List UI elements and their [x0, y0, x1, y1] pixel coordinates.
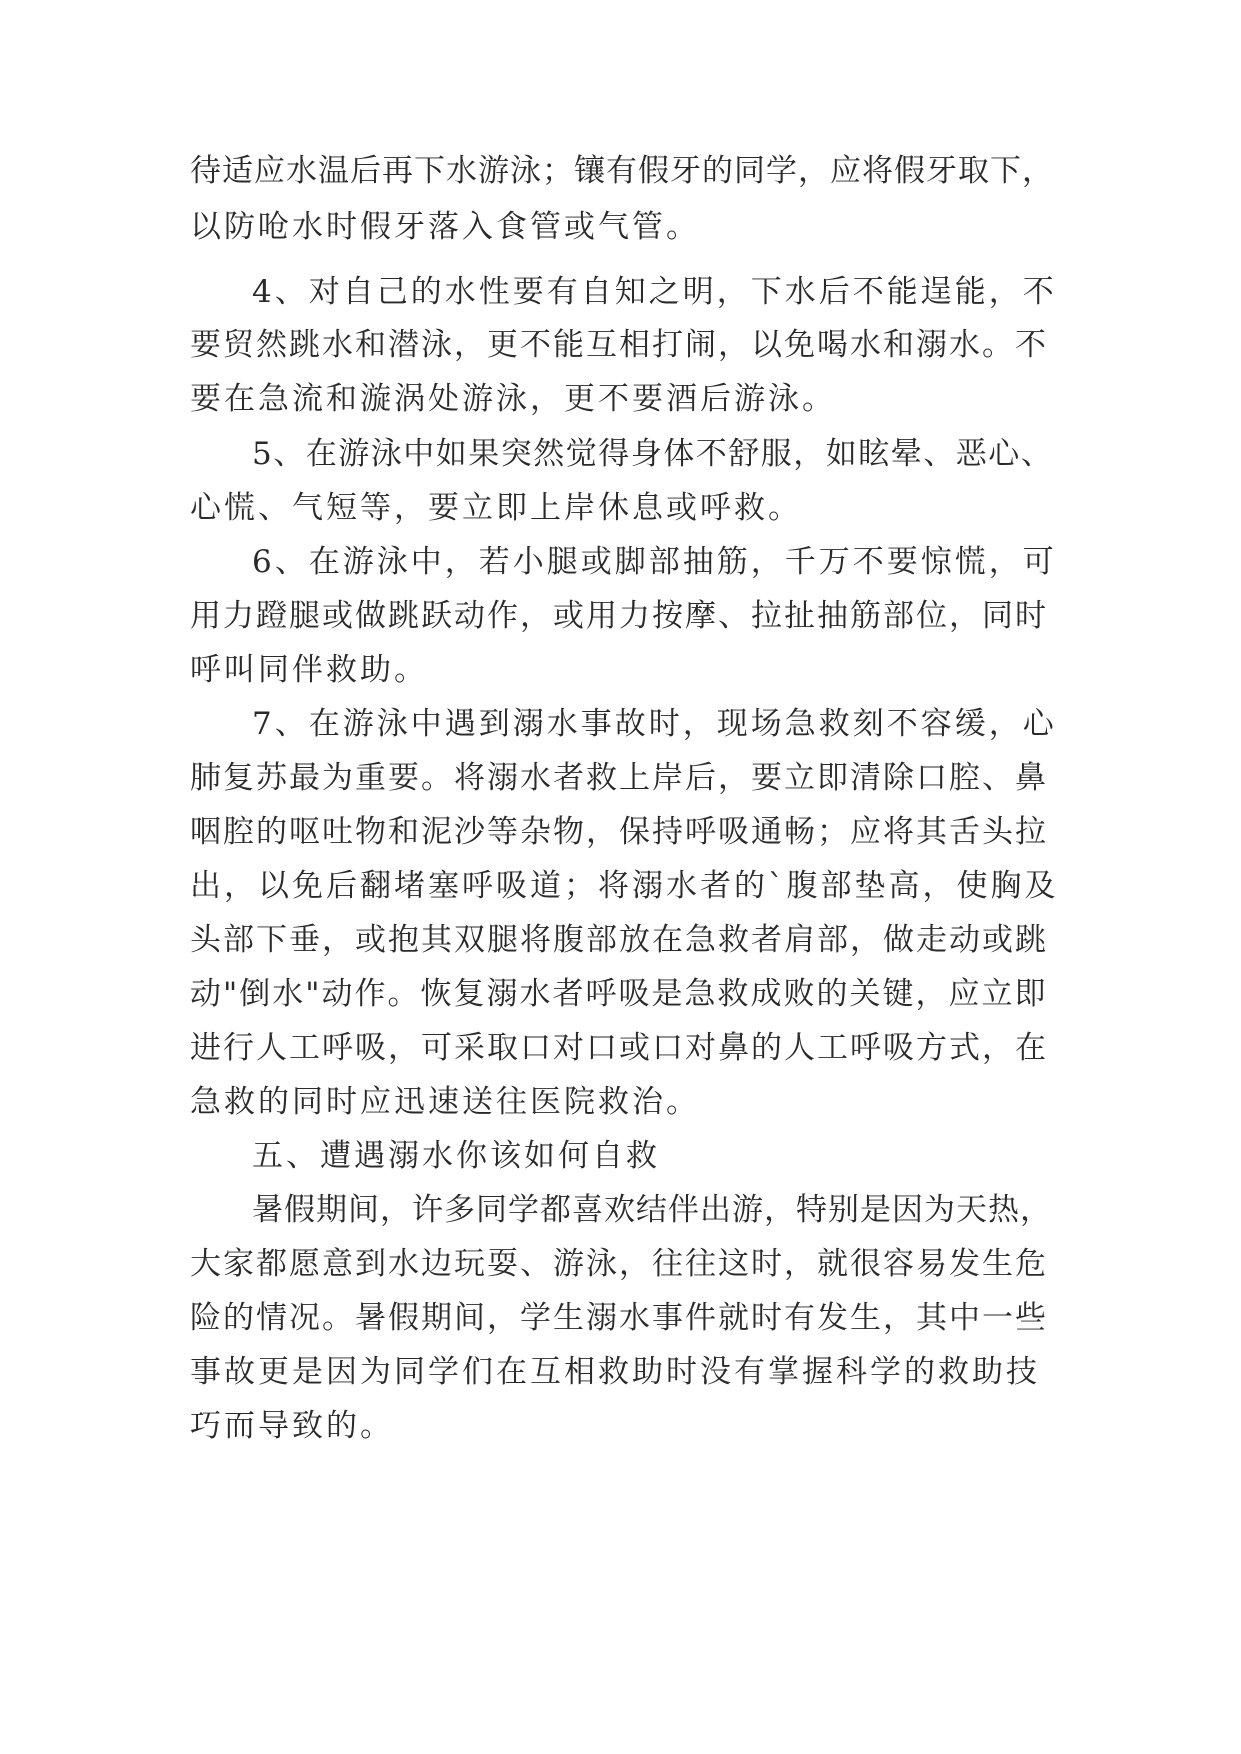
text-line: 进行人工呼吸，可采取口对口或口对鼻的人工呼吸方式，在 — [190, 1030, 1048, 1066]
text-line: 咽腔的呕吐物和泥沙等杂物，保持呼吸通畅；应将其舌头拉 — [190, 814, 1048, 850]
text-line: 以防呛水时假牙落入食管或气管。 — [190, 209, 700, 245]
text-line: 待适应水温后再下水游泳；镶有假牙的同学，应将假牙取下， — [190, 153, 1054, 189]
text-line: 头部下垂，或抱其双腿将腹部放在急救者肩部，做走动或跳 — [190, 922, 1048, 958]
text-line: 急救的同时应迅速送往医院救治。 — [190, 1084, 700, 1120]
text-line: 巧而导致的。 — [190, 1408, 394, 1444]
text-line: 大家都愿意到水边玩耍、游泳，往往这时，就很容易发生危 — [190, 1246, 1048, 1282]
text-line: 要在急流和漩涡处游泳，更不要酒后游泳。 — [190, 381, 836, 417]
paragraph-start-line: 4、对自己的水性要有自知之明，下水后不能逞能，不 — [252, 274, 1057, 310]
text-line: 险的情况。暑假期间，学生溺水事件就时有发生，其中一些 — [190, 1300, 1048, 1336]
text-line: 事故更是因为同学们在互相救助时没有掌握科学的救助技 — [190, 1354, 1040, 1390]
text-line: 肺复苏最为重要。将溺水者救上岸后，要立即清除口腔、鼻 — [190, 760, 1048, 796]
text-line: 出，以免后翻堵塞呼吸道；将溺水者的`腹部垫高，使胸及 — [190, 868, 1059, 904]
paragraph-start-line: 5、在游泳中如果突然觉得身体不舒服，如眩晕、恶心、 — [252, 436, 1054, 472]
text-line: 用力蹬腿或做跳跃动作，或用力按摩、拉扯抽筋部位，同时 — [190, 598, 1048, 634]
text-line: 动"倒水"动作。恢复溺水者呼吸是急救成败的关键，应立即 — [190, 976, 1048, 1012]
paragraph-start-line: 7、在游泳中遇到溺水事故时，现场急救刻不容缓，心 — [252, 706, 1057, 742]
text-line: 要贸然跳水和潜泳，更不能互相打闹，以免喝水和溺水。不 — [190, 327, 1048, 363]
paragraph-start-line: 6、在游泳中，若小腿或脚部抽筋，千万不要惊慌，可 — [252, 544, 1057, 580]
section-heading: 五、遭遇溺水你该如何自救 — [252, 1138, 660, 1174]
text-line: 心慌、气短等，要立即上岸休息或呼救。 — [190, 490, 802, 526]
text-line: 呼叫同伴救助。 — [190, 652, 428, 688]
paragraph-start-line: 暑假期间，许多同学都喜欢结伴出游，特别是因为天热， — [252, 1192, 1052, 1228]
